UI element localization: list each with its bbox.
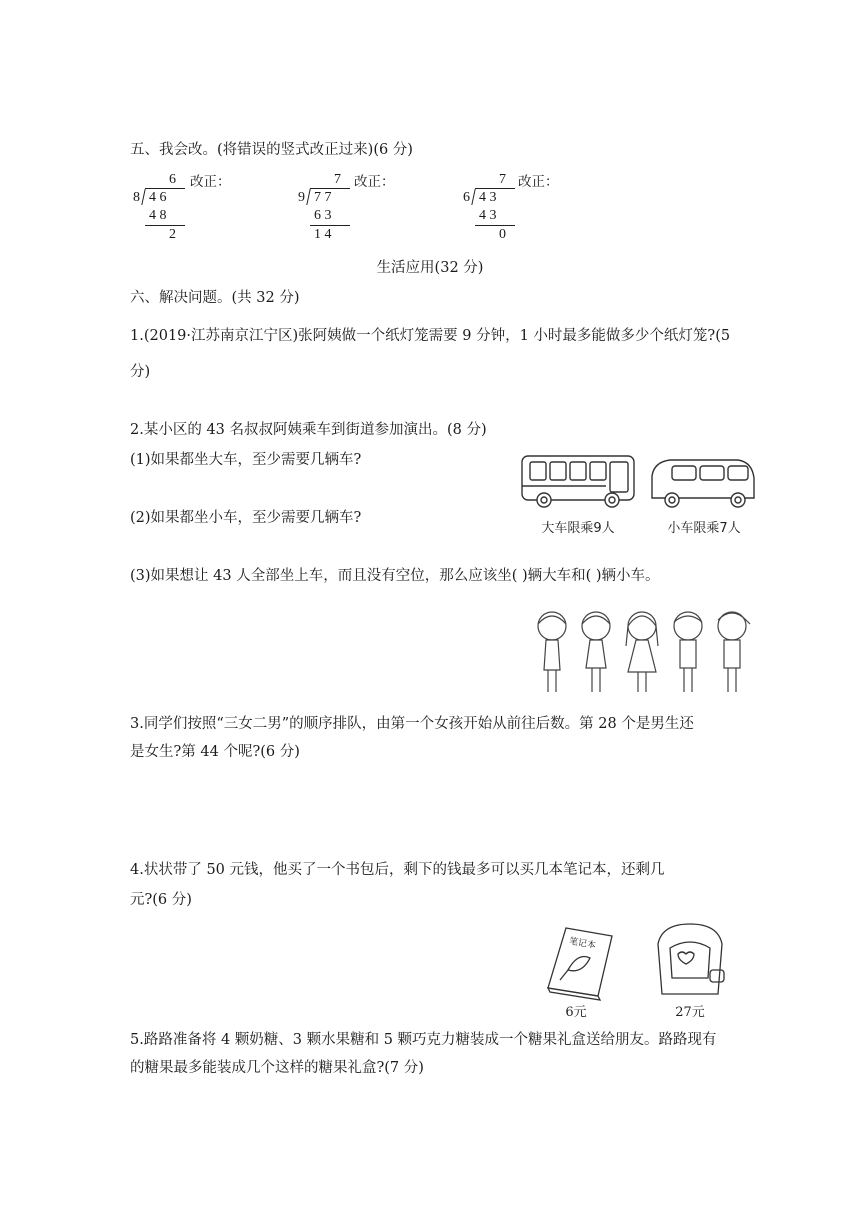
section-6-title: 六、解决问题。(共 32 分) <box>130 290 300 306</box>
remainder: 1 4 <box>314 227 332 242</box>
buses-illustration <box>516 448 760 542</box>
divisor: 6 <box>463 190 470 205</box>
small-bus-caption: 小车限乘7人 <box>667 521 741 536</box>
notebook-title: 笔记本 <box>568 936 597 952</box>
question-5-line-1: 5.路路准备将 4 颗奶糖、3 颗水果糖和 5 颗巧克力糖装成一个糖果礼盒送给朋友。路路现有 <box>130 1032 717 1048</box>
boy-icon <box>718 612 750 692</box>
life-application-heading: 生活应用(32 分) <box>376 260 484 276</box>
correction-label-1: 改正： <box>190 174 231 190</box>
question-2-part-1: (1)如果都坐大车，至少需要几辆车? <box>130 452 362 468</box>
girl-icon <box>538 612 566 692</box>
boy-icon <box>674 612 702 692</box>
question-2-part-3: (3)如果想让 43 人全部坐上车，而且没有空位，那么应该坐( )辆大车和( )辆小车。 <box>130 568 660 584</box>
girl-icon <box>626 612 658 692</box>
girl-icon <box>582 612 610 692</box>
remainder: 0 <box>499 227 506 242</box>
product: 6 3 <box>314 208 332 223</box>
question-1-line-1: 1.(2019·江苏南京江宁区)张阿姨做一个纸灯笼需要 9 分钟，1 小时最多能做多少个纸灯笼?(5 <box>130 328 731 344</box>
dividend: 4 6 <box>149 190 167 205</box>
question-3-line-2: 是女生?第 44 个呢?(6 分) <box>130 744 300 760</box>
backpack-price: 27元 <box>675 1005 705 1020</box>
correction-label-3: 改正： <box>518 174 559 190</box>
big-bus-icon <box>522 456 634 507</box>
question-2-part-2: (2)如果都坐小车，至少需要几辆车? <box>130 510 362 526</box>
notebook-price: 6元 <box>565 1005 587 1020</box>
backpack-icon <box>658 924 724 994</box>
big-bus-caption: 大车限乘9人 <box>541 521 615 536</box>
items-illustration <box>540 918 740 1020</box>
product: 4 8 <box>149 208 167 223</box>
question-4-line-1: 4.状状带了 50 元钱，他买了一个书包后，剩下的钱最多可以买几本笔记本，还剩几 <box>130 862 665 878</box>
quotient: 7 <box>334 172 341 187</box>
question-5-line-2: 的糖果最多能装成几个这样的糖果礼盒?(7 分) <box>130 1060 424 1076</box>
remainder: 2 <box>169 227 176 242</box>
quotient: 7 <box>499 172 506 187</box>
question-3-line-1: 3.同学们按照“三女二男”的顺序排队，由第一个女孩开始从前往后数。第 28 个是男生还 <box>130 716 694 732</box>
dividend: 7 7 <box>314 190 332 205</box>
dividend: 4 3 <box>479 190 497 205</box>
quotient: 6 <box>169 172 176 187</box>
children-illustration <box>528 606 758 698</box>
question-2: 2.某小区的 43 名叔叔阿姨乘车到街道参加演出。(8 分) <box>130 422 487 438</box>
divisor: 9 <box>298 190 305 205</box>
correction-label-2: 改正： <box>354 174 395 190</box>
small-bus-icon <box>652 460 754 507</box>
divisor: 8 <box>133 190 140 205</box>
question-1-line-2: 分) <box>130 364 151 380</box>
question-4-line-2: 元?(6 分) <box>130 892 192 908</box>
section-5-title: 五、我会改。(将错误的竖式改正过来)(6 分) <box>130 142 413 158</box>
product: 4 3 <box>479 208 497 223</box>
